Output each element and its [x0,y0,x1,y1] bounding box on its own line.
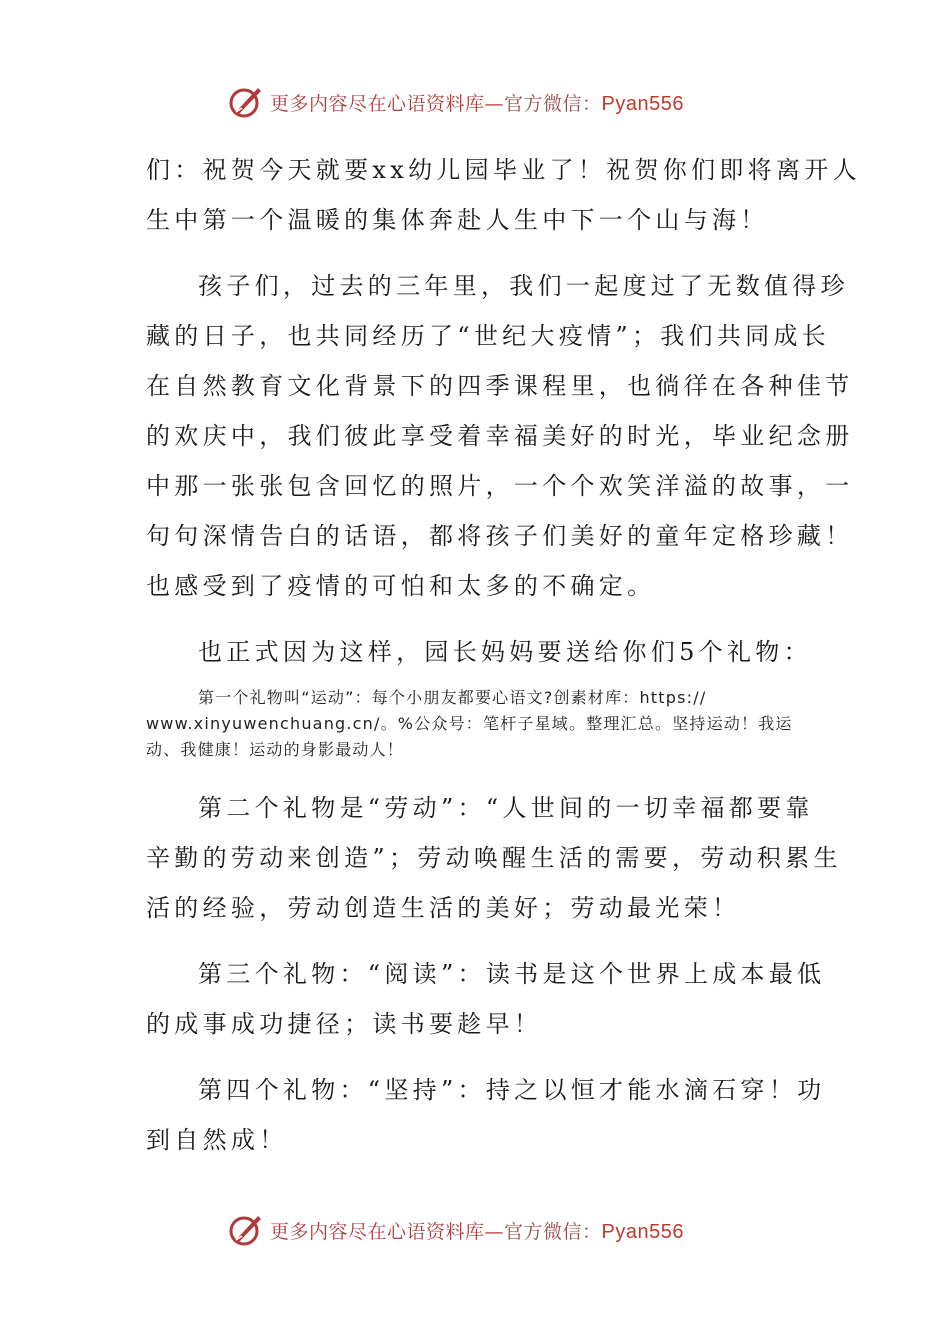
paragraph-line: 们：祝贺今天就要xx幼儿园毕业了！祝贺你们即将离开人 [146,156,861,184]
paragraph-line: 活的经验，劳动创造生活的美好；劳动最光荣！ [146,894,741,922]
paragraph-line: 中那一张张包含回忆的照片，一个个欢笑洋溢的故事，一 [146,472,854,500]
quill-logo-icon [228,84,264,120]
paragraph-line: 第三个礼物：“阅读”：读书是这个世界上成本最低 [198,960,826,988]
banner-wechat-id: Pyan556 [601,1220,684,1243]
banner-title: 更多内容尽在心语资料库 [270,1220,485,1243]
banner-separator: — [484,92,505,115]
paragraph-line: 藏的日子，也共同经历了“世纪大疫情”；我们共同成长 [146,322,831,350]
banner-wechat-id: Pyan556 [601,92,684,115]
paragraph-line: 的成事成功捷径；读书要趁早！ [146,1010,543,1038]
banner-separator: — [484,1220,505,1243]
paragraph-line: 辛勤的劳动来创造”；劳动唤醒生活的需要，劳动积累生 [146,844,842,872]
paragraph-line: 第二个礼物是“劳动”：“人世间的一切幸福都要靠 [198,794,814,822]
paragraph-line: 也正式因为这样，园长妈妈要送给你们5个礼物： [198,638,812,666]
paragraph-line: 也感受到了疫情的可怕和太多的不确定。 [146,572,656,600]
paragraph-line: 的欢庆中，我们彼此享受着幸福美好的时光，毕业纪念册 [146,422,854,450]
paragraph-line: 到自然成！ [146,1126,288,1154]
paragraph-line: 生中第一个温暖的集体奔赴人生中下一个山与海！ [146,206,769,234]
small-paragraph-line: 第一个礼物叫“运动”：每个小朋友都要心语文?创素材库：https:// [198,688,707,707]
small-paragraph-line: www.xinyuwenchuang.cn/。%公众号：笔杆子星域。整理汇总。坚持运动！我运 [146,714,793,733]
banner-wechat-label: 官方微信： [504,1220,602,1243]
paragraph-line: 句句深情告白的话语，都将孩子们美好的童年定格珍藏！ [146,522,854,550]
banner-wechat-label: 官方微信： [504,92,602,115]
header-banner [228,82,748,122]
paragraph-line: 在自然教育文化背景下的四季课程里，也徜徉在各种佳节 [146,372,854,400]
document-body [146,145,861,1165]
paragraph-line: 第四个礼物：“坚持”：持之以恒才能水滴石穿！功 [198,1076,826,1104]
paragraph-line: 孩子们，过去的三年里，我们一起度过了无数值得珍 [198,272,849,300]
footer-banner [228,1210,748,1250]
small-paragraph-line: 动、我健康！运动的身影最动人！ [146,740,405,759]
banner-title: 更多内容尽在心语资料库 [270,92,485,115]
quill-logo-icon [228,1212,264,1248]
